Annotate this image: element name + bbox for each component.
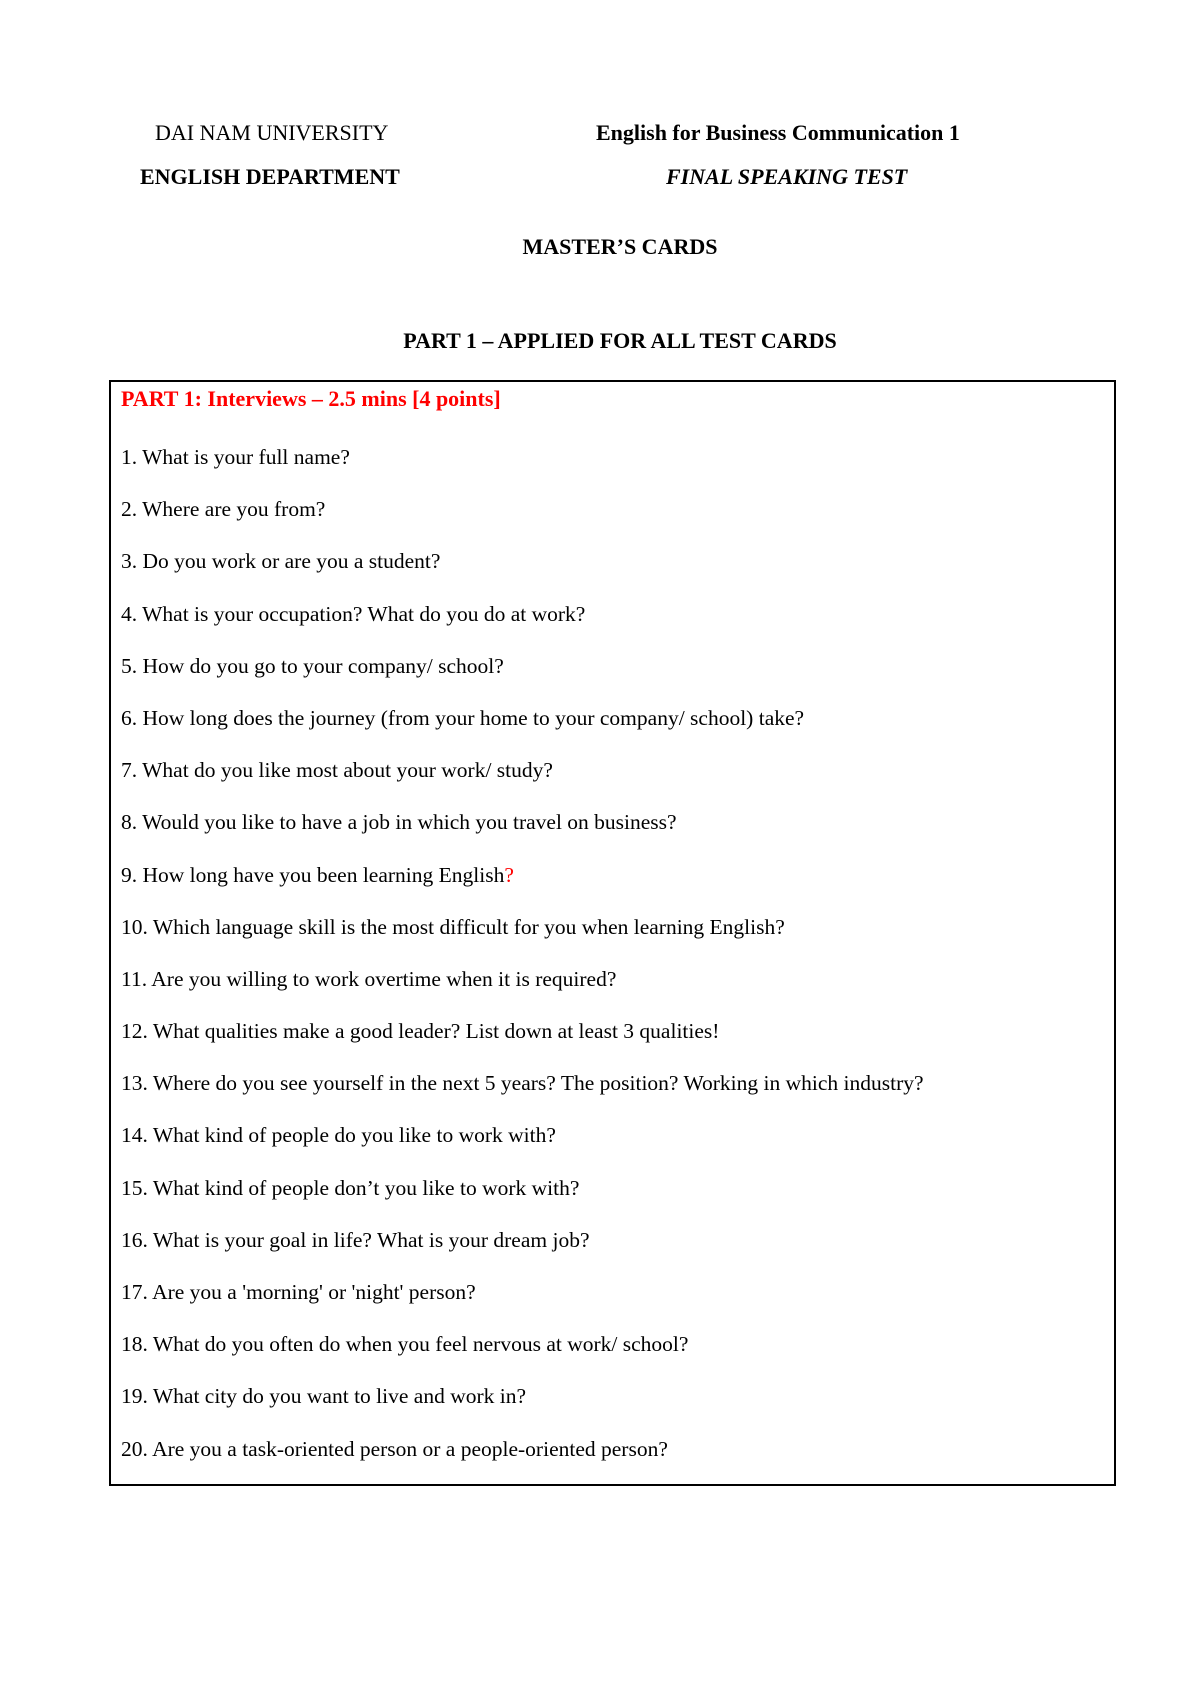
department-name: ENGLISH DEPARTMENT: [140, 164, 400, 189]
question-item: 8. Would you like to have a job in which you travel on business?: [121, 810, 677, 835]
part-title: PART 1 – APPLIED FOR ALL TEST CARDS: [403, 328, 837, 353]
question-item: 1. What is your full name?: [121, 445, 350, 469]
course-name: English for Business Communication 1: [596, 120, 960, 145]
document-title: MASTER’S CARDS: [522, 234, 718, 259]
question-item: 2. Where are you from?: [121, 497, 326, 522]
question-item: 16. What is your goal in life? What is your dream job?: [121, 1227, 590, 1252]
question-item: 18. What do you often do when you feel nervous at work/ school?: [121, 1332, 689, 1357]
question-item: 4. What is your occupation? What do you do at work?: [121, 601, 586, 626]
question-item: 19. What city do you want to live and work in?: [121, 1384, 527, 1409]
question-9-mark: ?: [504, 862, 514, 887]
question-item: 13. Where do you see yourself in the next 5 years? The position? Working in which industry?: [121, 1071, 924, 1096]
question-item: 12. What qualities make a good leader? List down at least 3 qualities!: [121, 1019, 720, 1044]
question-item: 7. What do you like most about your work/ study?: [121, 758, 553, 783]
question-item: 14. What kind of people do you like to work with?: [121, 1123, 556, 1148]
question-list: [121, 444, 924, 1488]
question-item: 10. Which language skill is the most difficult for you when learning English?: [121, 914, 785, 939]
question-item: 3. Do you work or are you a student?: [121, 549, 441, 574]
question-item: 15. What kind of people don’t you like to work with?: [121, 1175, 580, 1200]
question-item: 6. How long does the journey (from your home to your company/ school) take?: [121, 705, 805, 730]
question-item: [121, 862, 924, 914]
question-item: 5. How do you go to your company/ school?: [121, 653, 504, 678]
question-item: 20. Are you a task-oriented person or a people-oriented person?: [121, 1436, 668, 1461]
university-name: DAI NAM UNIVERSITY: [155, 120, 389, 145]
box-heading: PART 1: Interviews – 2.5 mins [4 points]: [121, 386, 501, 411]
question-item: 17. Are you a 'morning' or 'night' person?: [121, 1280, 476, 1304]
question-item: 11. Are you willing to work overtime when it is required?: [121, 966, 617, 991]
test-name: FINAL SPEAKING TEST: [666, 164, 908, 189]
question-9-text: 9. How long have you been learning English: [121, 862, 505, 887]
question-box: [109, 380, 1116, 1486]
